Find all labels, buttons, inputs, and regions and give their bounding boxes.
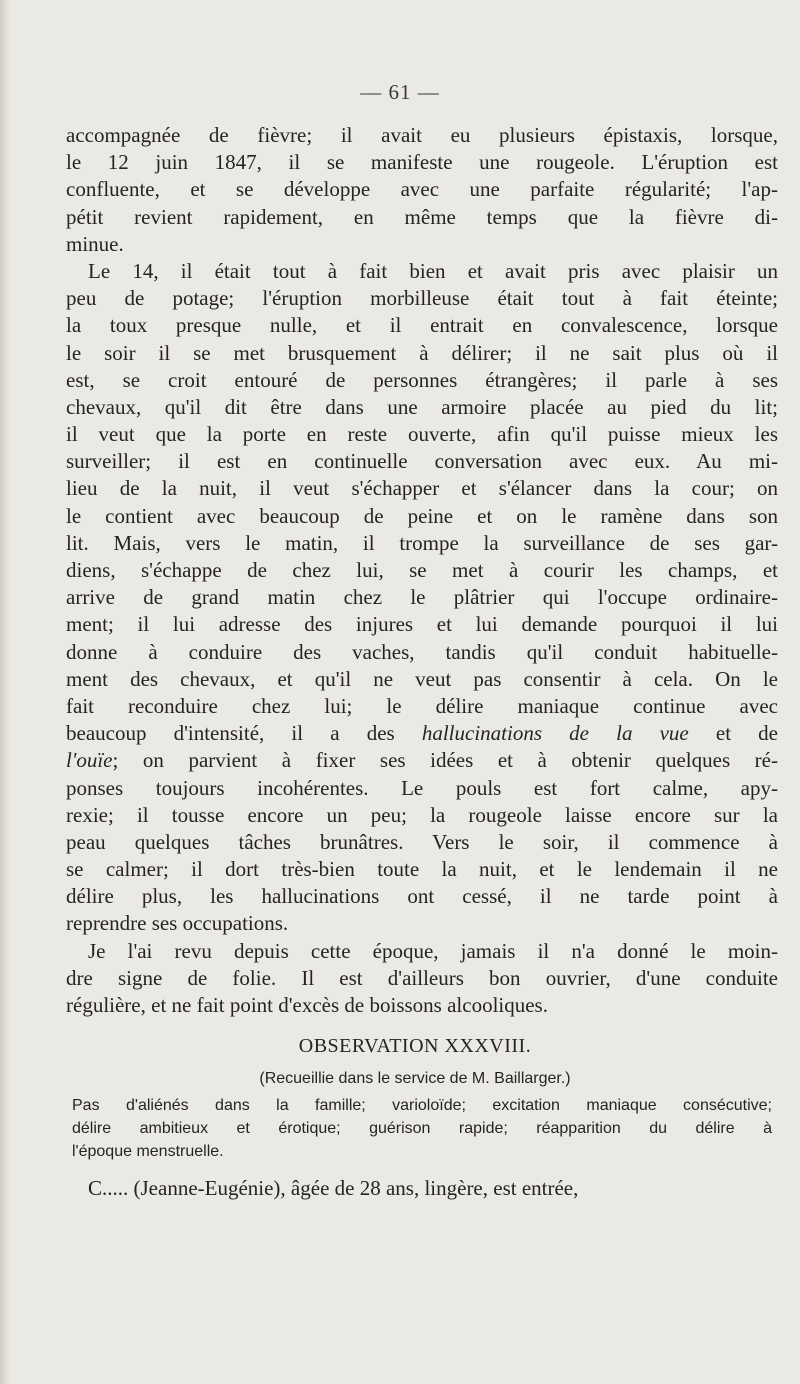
text-line: est, se croit entouré de personnes étrangères; il parle à ses	[66, 367, 778, 392]
body-text	[66, 122, 778, 1202]
text-line: le contient avec beaucoup de peine et on le ramène dans son	[66, 503, 778, 528]
text-line: le 12 juin 1847, il se manifeste une rougeole. L'éruption est	[66, 150, 778, 175]
text-line: arrive de grand matin chez le plâtrier qui l'occupe ordinaire-	[66, 585, 778, 610]
summary-line: l'époque menstruelle.	[72, 1143, 224, 1161]
paragraph-1	[66, 122, 778, 258]
text-line: rexie; il tousse encore un peu; la rougeole laisse encore sur la	[66, 802, 778, 827]
text-line: confluente, et se développe avec une parfaite régularité; l'ap-	[66, 177, 778, 202]
source-note: (Recueillie dans le service de M. Baillarger.)	[259, 1070, 571, 1088]
paragraph-3	[66, 938, 778, 1020]
text-line: Je l'ai revu depuis cette époque, jamais il n'a donné le moin-	[88, 938, 778, 963]
case-summary	[66, 1094, 772, 1163]
text-line-with-italic	[66, 720, 778, 747]
italic-phrase: l'ouïe	[66, 748, 113, 773]
text-line: minue.	[66, 231, 124, 256]
page-number: — 61 —	[360, 80, 440, 104]
text-run: ; on parvient à fixer ses idées et à obtenir quelques ré-	[112, 748, 778, 773]
text-line: diens, s'échappe de chez lui, se met à courir les champs, et	[66, 558, 778, 582]
paragraph-2	[66, 258, 778, 938]
text-line: lit. Mais, vers le matin, il trompe la surveillance de ses gar-	[66, 530, 778, 555]
text-line: ponses toujours incohérentes. Le pouls est fort calme, apy-	[66, 775, 778, 800]
text-line: régulière, et ne fait point d'excès de boissons alcooliques.	[66, 993, 548, 1017]
text-line: se calmer; il dort très-bien toute la nuit, et le lendemain il ne	[66, 857, 778, 882]
text-line: accompagnée de fièvre; il avait eu plusieurs épistaxis, lorsque,	[66, 123, 778, 147]
text-line: chevaux, qu'il dit être dans une armoire placée au pied du lit;	[66, 394, 778, 419]
text-run: beaucoup d'intensité, il a des	[66, 721, 422, 746]
text-line: le soir il se met brusquement à délirer; il ne sait plus où il	[66, 340, 778, 365]
text-line: fait reconduire chez lui; le délire maniaque continue avec	[66, 693, 778, 718]
text-line-with-italic	[66, 747, 778, 774]
summary-line: délire ambitieux et érotique; guérison rapide; réapparition du délire à	[72, 1120, 772, 1138]
case-intro-line: C..... (Jeanne-Eugénie), âgée de 28 ans, lingère, est entrée,	[88, 1176, 579, 1201]
text-line: donne à conduire des vaches, tandis qu'il conduit habituelle-	[66, 639, 778, 664]
text-line: délire plus, les hallucinations ont cessé, il ne tarde point à	[66, 884, 778, 909]
summary-line: Pas d'aliénés dans la famille; varioloïde; excitation maniaque consécutive;	[72, 1097, 772, 1115]
text-line: lieu de la nuit, il veut s'échapper et s'élancer dans la cour; on	[66, 476, 778, 501]
text-line: pétit revient rapidement, en même temps que la fièvre di-	[66, 204, 778, 229]
text-line: reprendre ses occupations.	[66, 911, 289, 936]
text-line: la toux presque nulle, et il entrait en convalescence, lorsque	[66, 313, 778, 338]
text-line: ment; il lui adresse des injures et lui demande pourquoi il lui	[66, 612, 778, 637]
text-line: dre signe de folie. Il est d'ailleurs bon ouvrier, d'une conduite	[66, 965, 778, 990]
italic-phrase: hallucinations de la vue	[421, 721, 689, 746]
text-line: ment des chevaux, et qu'il ne veut pas consentir à cela. On le	[66, 666, 778, 691]
observation-title: OBSERVATION XXXVIII.	[298, 1035, 532, 1058]
text-line: peau quelques tâches brunâtres. Vers le soir, il commence à	[66, 829, 778, 854]
text-line: il veut que la porte en reste ouverte, afin qu'il puisse mieux les	[66, 422, 778, 447]
text-line: surveiller; il est en continuelle conversation avec eux. Au mi-	[66, 449, 778, 474]
text-run: et de	[688, 721, 778, 746]
text-line: peu de potage; l'éruption morbilleuse était tout à fait éteinte;	[66, 286, 778, 311]
text-line: Le 14, il était tout à fait bien et avait pris avec plaisir un	[88, 258, 778, 283]
